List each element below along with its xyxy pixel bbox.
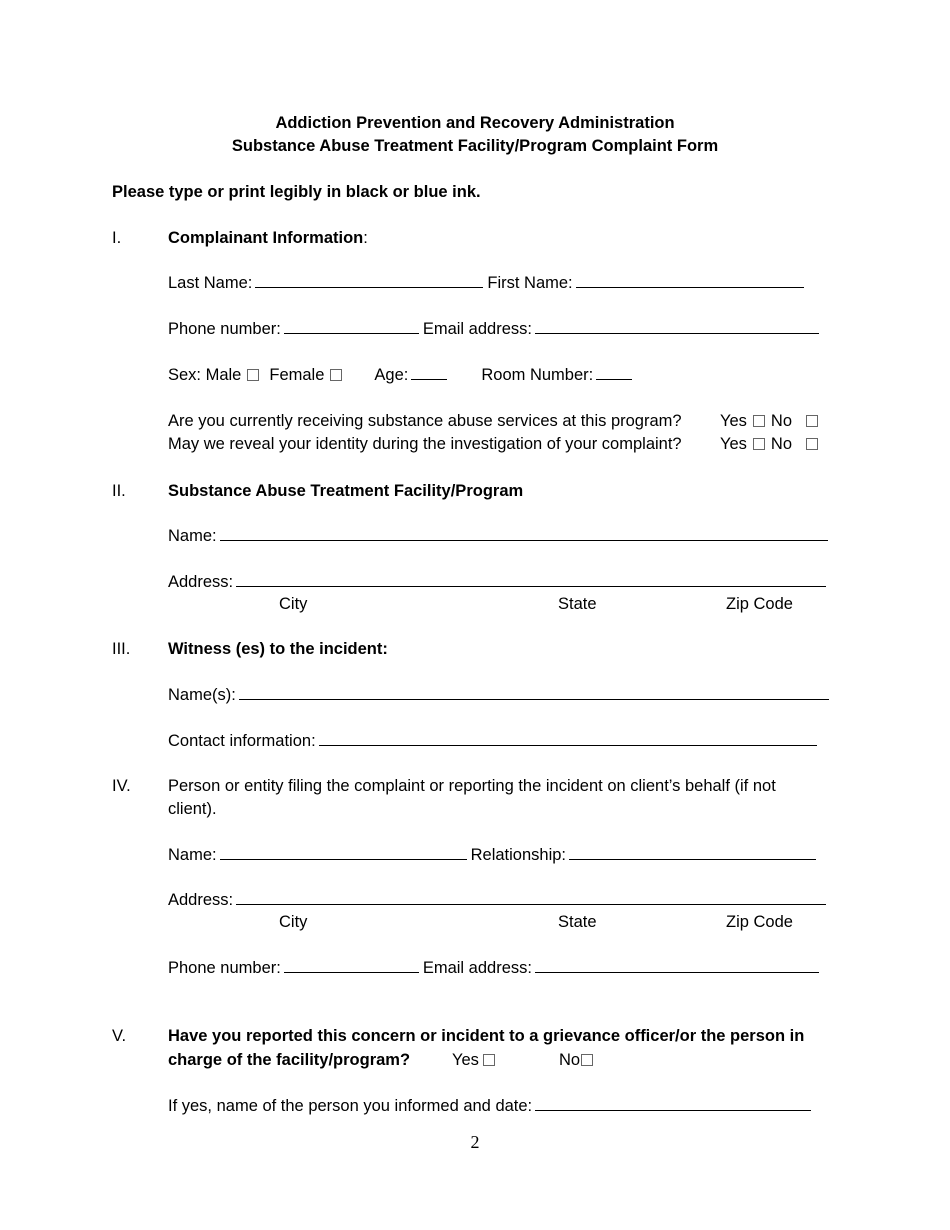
male-checkbox[interactable] — [247, 369, 259, 381]
section-1-heading — [168, 227, 368, 249]
section-1-number: I. — [112, 229, 122, 247]
reported-no-checkbox[interactable] — [581, 1054, 593, 1066]
filer-email-label: Email address: — [422, 959, 532, 977]
services-question-row — [168, 410, 682, 432]
section-4-title-line1: Person or entity filing the complaint or reporting the incident on client’s behalf (if not — [168, 777, 776, 795]
services-no-checkbox[interactable] — [806, 415, 818, 427]
services-answer — [720, 410, 824, 432]
relationship-label: Relationship: — [470, 846, 566, 864]
facility-name-field[interactable] — [220, 525, 828, 541]
filer-name-label: Name: — [168, 846, 217, 864]
section-5-question-line2-row — [168, 1049, 410, 1071]
witness-contact-label: Contact information: — [168, 732, 316, 750]
services-yes-checkbox[interactable] — [753, 415, 765, 427]
filer-city-label: City — [279, 913, 308, 931]
last-name-field[interactable] — [255, 272, 483, 288]
section-4-number: IV. — [112, 777, 131, 795]
first-name-field[interactable] — [576, 272, 804, 288]
section-1-colon: : — [363, 229, 368, 247]
facility-zip-label: Zip Code — [726, 595, 793, 613]
facility-address-label: Address: — [168, 573, 234, 591]
reported-no-group — [559, 1049, 599, 1071]
identity-yes-label: Yes — [720, 435, 747, 453]
facility-name-row — [168, 525, 832, 547]
section-5-question-line2: charge of the facility/program? — [168, 1051, 411, 1069]
filer-address-label: Address: — [168, 891, 234, 909]
filer-contact-row — [168, 957, 823, 979]
org-name: Addiction Prevention and Recovery Administration — [275, 114, 675, 132]
section-1-title: Complainant Information — [168, 229, 364, 247]
female-checkbox[interactable] — [330, 369, 342, 381]
informed-person-label: If yes, name of the person you informed and date: — [168, 1097, 533, 1115]
age-label: Age: — [374, 366, 409, 384]
facility-name-label: Name: — [168, 527, 217, 545]
witness-names-label: Name(s): — [168, 686, 236, 704]
filer-zip-label: Zip Code — [726, 913, 793, 931]
section-4-title-line2: client). — [168, 800, 217, 818]
filer-phone-field[interactable] — [284, 957, 419, 973]
sex-male-label: Sex: Male — [168, 366, 242, 384]
section-3-title: Witness (es) to the incident: — [168, 640, 388, 658]
reported-yes-label: Yes — [452, 1051, 479, 1069]
identity-no-checkbox[interactable] — [806, 438, 818, 450]
filer-name-field[interactable] — [220, 844, 467, 860]
form-title: Substance Abuse Treatment Facility/Program Complaint Form — [231, 137, 719, 155]
filer-phone-label: Phone number: — [168, 959, 281, 977]
identity-no-label: No — [770, 435, 793, 453]
relationship-field[interactable] — [569, 844, 816, 860]
age-field[interactable] — [411, 364, 447, 380]
facility-address-field[interactable] — [236, 571, 826, 587]
witness-names-row — [168, 684, 833, 706]
reported-no-label: No — [559, 1051, 581, 1069]
informed-person-field[interactable] — [535, 1095, 811, 1111]
phone-field[interactable] — [284, 318, 419, 334]
witness-contact-row — [168, 730, 821, 752]
identity-question-row — [168, 433, 682, 455]
room-number-label: Room Number: — [481, 366, 594, 384]
section-5-question-line1: Have you reported this concern or incident to a grievance officer/or the person in — [168, 1027, 805, 1045]
last-name-label: Last Name: — [168, 274, 253, 292]
services-no-label: No — [770, 412, 793, 430]
section-2-number: II. — [112, 482, 126, 500]
demographics-row — [168, 364, 636, 386]
first-name-label: First Name: — [487, 274, 573, 292]
facility-state-label: State — [558, 595, 597, 613]
contact-row — [168, 318, 823, 340]
female-label: Female — [269, 366, 325, 384]
section-5-number: V. — [112, 1027, 127, 1045]
room-number-field[interactable] — [596, 364, 632, 380]
witness-names-field[interactable] — [239, 684, 829, 700]
witness-contact-field[interactable] — [319, 730, 817, 746]
reported-yes-checkbox[interactable] — [483, 1054, 495, 1066]
filer-address-field[interactable] — [236, 889, 826, 905]
filer-state-label: State — [558, 913, 597, 931]
identity-yes-checkbox[interactable] — [753, 438, 765, 450]
identity-answer — [720, 433, 824, 455]
identity-question: May we reveal your identity during the investigation of your complaint? — [168, 435, 682, 453]
facility-city-label: City — [279, 595, 308, 613]
reported-yes-group — [452, 1049, 501, 1071]
section-3-number: III. — [112, 640, 131, 658]
filer-address-row — [168, 889, 830, 911]
section-2-title: Substance Abuse Treatment Facility/Program — [168, 482, 524, 500]
name-row — [168, 272, 808, 294]
filer-email-field[interactable] — [535, 957, 819, 973]
services-question: Are you currently receiving substance abuse services at this program? — [168, 412, 682, 430]
email-field[interactable] — [535, 318, 819, 334]
filer-name-row — [168, 844, 820, 866]
instruction: Please type or print legibly in black or blue ink. — [112, 183, 481, 201]
informed-person-row — [168, 1095, 815, 1117]
email-label: Email address: — [422, 320, 532, 338]
page-number: 2 — [470, 1132, 480, 1152]
facility-address-row — [168, 571, 830, 593]
services-yes-label: Yes — [720, 412, 747, 430]
phone-label: Phone number: — [168, 320, 281, 338]
